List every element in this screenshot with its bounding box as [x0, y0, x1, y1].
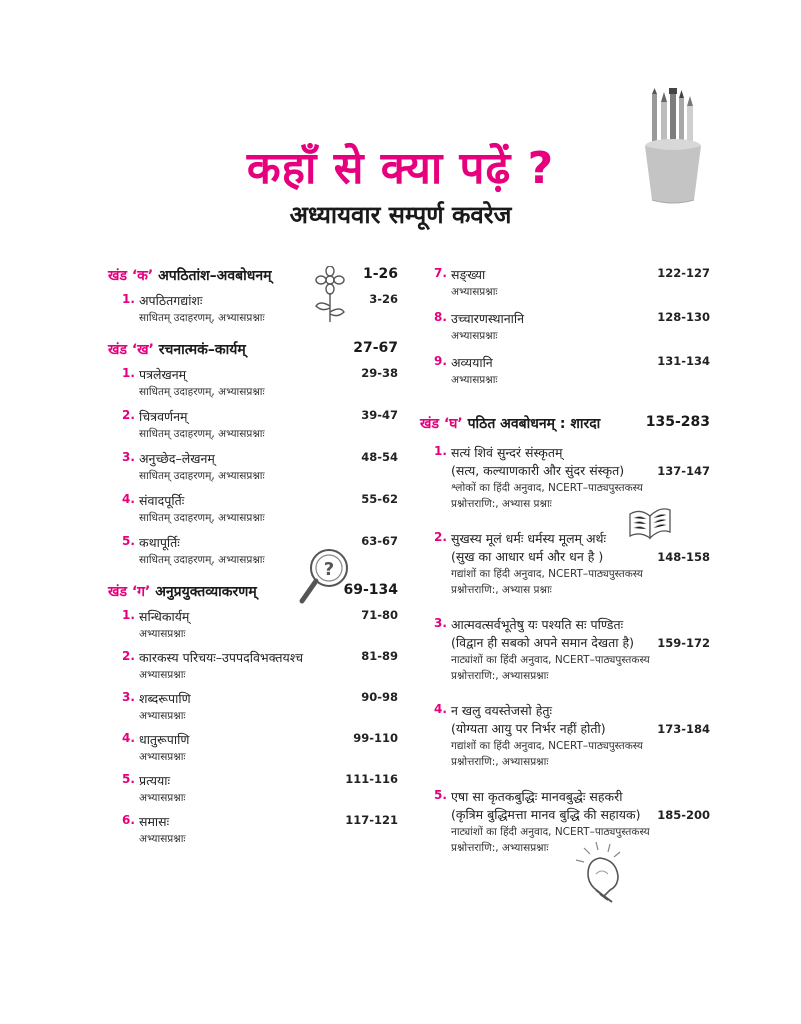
page-title: कहाँ से क्या पढ़ें ? [246, 143, 555, 194]
item-subtitle: नाट्यांशों का हिंदी अनुवाद, NCERT–पाठ्यपुस्तकस्य [451, 826, 650, 838]
item-subtitle: साधितम् उदाहरणम्, अभ्यासप्रश्नाः [139, 554, 265, 566]
item-subtitle: गद्यांशों का हिंदी अनुवाद, NCERT–पाठ्यपुस्तकस्य [451, 740, 643, 752]
item-pages: 185-200 [657, 808, 710, 822]
right-column [420, 262, 710, 874]
item-pages: 111-116 [345, 772, 398, 786]
item-pages: 3-26 [369, 292, 398, 306]
section-kha-name: रचनात्मकं–कार्यम् [158, 342, 246, 358]
item-pages: 39-47 [361, 408, 398, 422]
section-ka-prefix: खंड ‘क’ [108, 268, 154, 284]
item-title-translation: (सुख का आधार धर्म और धन है ) [451, 549, 604, 564]
lightbulb-icon [566, 838, 636, 908]
item-pages: 48-54 [361, 450, 398, 464]
item-subtitle: साधितम् उदाहरणम्, अभ्यासप्रश्नाः [139, 470, 265, 482]
item-pages: 131-134 [657, 354, 710, 368]
list-item: 2. कारकस्य परिचयः–उपपदविभक्तयश्च 81-89 अभ्यासप्रश्नाः [122, 649, 398, 681]
item-subtitle: अभ्यासप्रश्नाः [139, 792, 186, 804]
list-item: 3. अनुच्छेद–लेखनम् 48-54 साधितम् उदाहरणम्, अभ्यासप्रश्नाः [122, 450, 398, 482]
item-title: सत्यं शिवं सुन्दरं संस्कृतम् [451, 445, 563, 460]
list-item: 5. कथापूर्तिः 63-67 साधितम् उदाहरणम्, अभ्यासप्रश्नाः [122, 534, 398, 566]
list-item: 2. सुखस्य मूलं धर्मः धर्मस्य मूलम् अर्थः (सुख का आधार धर्म और धन है ) 148-158 गद्यांशों का हिंदी अनुवाद, NCERT–पाठ्यपुस्तकस्य प्रश्नोत्तराणि:, अभ्यास प्रश्नाः [434, 530, 710, 596]
section-gha-heading [420, 414, 710, 444]
item-title: अनुच्छेद–लेखनम् [139, 451, 215, 466]
item-subtitle: साधितम् उदाहरणम्, अभ्यासप्रश्नाः [139, 386, 265, 398]
list-item: 7. सङ्ख्या 122-127 अभ्यासप्रश्नाः [434, 266, 710, 298]
item-title: एषा सा कृतकबुद्धिः मानवबुद्धेः सहकरी [451, 789, 623, 804]
item-subtitle: प्रश्नोत्तराणि:, अभ्यास प्रश्नाः [451, 498, 552, 510]
item-pages: 173-184 [657, 722, 710, 736]
section-kha-pages: 27-67 [353, 340, 398, 356]
section-ka-pages: 1-26 [362, 266, 398, 282]
item-title: कथापूर्तिः [139, 535, 180, 550]
item-subtitle: अभ्यासप्रश्नाः [139, 710, 186, 722]
item-title: चित्रवर्णनम् [139, 409, 188, 424]
section-kha-prefix: खंड ‘ख’ [108, 342, 154, 358]
item-subtitle: अभ्यासप्रश्नाः [139, 628, 186, 640]
item-subtitle: साधितम् उदाहरणम्, अभ्यासप्रश्नाः [139, 512, 265, 524]
item-subtitle: साधितम् उदाहरणम्, अभ्यासप्रश्नाः [139, 428, 265, 440]
list-item: 3. शब्दरूपाणि 90-98 अभ्यासप्रश्नाः [122, 690, 398, 722]
item-title: सन्धिकार्यम् [139, 609, 190, 624]
section-ga-pages: 69-134 [343, 582, 398, 598]
section-kha-heading [108, 340, 398, 366]
item-title: आत्मवत्सर्वभूतेषु यः पश्यति सः पण्डितः [451, 617, 624, 632]
item-subtitle: प्रश्नोत्तराणि:, अभ्यासप्रश्नाः [451, 756, 549, 768]
section-ga-prefix: खंड ‘ग’ [108, 584, 151, 600]
item-title: पत्रलेखनम् [139, 367, 187, 382]
item-subtitle: अभ्यासप्रश्नाः [139, 751, 186, 763]
item-title: अपठितगद्यांशः [139, 293, 203, 308]
list-item: 6. समासः 117-121 अभ्यासप्रश्नाः [122, 813, 398, 845]
item-pages: 55-62 [361, 492, 398, 506]
item-subtitle: प्रश्नोत्तराणि:, अभ्यासप्रश्नाः [451, 670, 549, 682]
item-pages: 63-67 [361, 534, 398, 548]
list-item: 1. पत्रलेखनम् 29-38 साधितम् उदाहरणम्, अभ्यासप्रश्नाः [122, 366, 398, 398]
svg-text:?: ? [323, 559, 335, 580]
section-ga-heading [108, 582, 398, 608]
item-pages: 128-130 [657, 310, 710, 324]
item-title-translation: (विद्वान ही सबको अपने समान देखता है) [451, 635, 634, 650]
list-item: 8. उच्चारणस्थानानि 128-130 अभ्यासप्रश्नाः [434, 310, 710, 342]
item-title: धातुरूपाणि [139, 732, 190, 747]
list-item: 1. सन्धिकार्यम् 71-80 अभ्यासप्रश्नाः [122, 608, 398, 640]
list-item: 2. चित्रवर्णनम् 39-47 साधितम् उदाहरणम्, अभ्यासप्रश्नाः [122, 408, 398, 440]
item-pages: 90-98 [361, 690, 398, 704]
item-title: कारकस्य परिचयः–उपपदविभक्तयश्च [139, 650, 304, 665]
list-item: 1. सत्यं शिवं सुन्दरं संस्कृतम् (सत्य, कल्याणकारी और सुंदर संस्कृत) 137-147 श्लोकों का हिंदी अनुवाद, NCERT–पाठ्यपुस्तकस्य प्रश्नोत्तराणि:, अभ्यास प्रश्नाः [434, 444, 710, 510]
item-title: संवादपूर्तिः [139, 493, 185, 508]
item-pages: 99-110 [353, 731, 398, 745]
item-pages: 159-172 [657, 636, 710, 650]
section-gha-pages: 135-283 [645, 414, 710, 430]
list-item: 4. धातुरूपाणि 99-110 अभ्यासप्रश्नाः [122, 731, 398, 763]
item-title: शब्दरूपाणि [139, 691, 191, 706]
item-pages: 29-38 [361, 366, 398, 380]
page-header [0, 0, 801, 250]
section-gha-name: पठित अवबोधनम् : शारदा [467, 416, 601, 432]
item-pages: 71-80 [361, 608, 398, 622]
item-title-translation: (सत्य, कल्याणकारी और सुंदर संस्कृत) [451, 463, 625, 478]
section-ga-name: अनुप्रयुक्तव्याकरणम् [155, 584, 257, 600]
item-pages: 81-89 [361, 649, 398, 663]
item-subtitle: श्लोकों का हिंदी अनुवाद, NCERT–पाठ्यपुस्तकस्य [451, 482, 643, 494]
item-subtitle: अभ्यासप्रश्नाः [451, 374, 498, 386]
item-title-translation: (योग्यता आयु पर निर्भर नहीं होती) [451, 721, 606, 736]
list-item: 4. संवादपूर्तिः 55-62 साधितम् उदाहरणम्, अभ्यासप्रश्नाः [122, 492, 398, 524]
item-title: प्रत्ययाः [139, 773, 171, 788]
open-book-icon [626, 504, 674, 542]
item-title: समासः [139, 814, 170, 829]
list-item: 3. आत्मवत्सर्वभूतेषु यः पश्यति सः पण्डितः (विद्वान ही सबको अपने समान देखता है) 159-172 नाट्यांशों का हिंदी अनुवाद, NCERT–पाठ्यपुस्तकस्य प्रश्नोत्तराणि:, अभ्यासप्रश्नाः [434, 616, 710, 682]
item-subtitle: अभ्यासप्रश्नाः [139, 833, 186, 845]
item-title: अव्ययानि [451, 355, 493, 370]
item-pages: 122-127 [657, 266, 710, 280]
item-title-translation: (कृत्रिम बुद्धिमत्ता मानव बुद्धि की सहायक) [451, 807, 641, 822]
page-subtitle: अध्यायवार सम्पूर्ण कवरेज [289, 201, 512, 229]
item-subtitle: अभ्यासप्रश्नाः [451, 286, 498, 298]
pencil-cup-icon [638, 88, 708, 206]
left-column [108, 262, 398, 854]
list-item: 5. प्रत्ययाः 111-116 अभ्यासप्रश्नाः [122, 772, 398, 804]
list-item: 1. अपठितगद्यांशः 3-26 साधितम् उदाहरणम्, अभ्यासप्रश्नाः [122, 292, 398, 324]
item-pages: 117-121 [345, 813, 398, 827]
item-title: सुखस्य मूलं धर्मः धर्मस्य मूलम् अर्थः [451, 531, 607, 546]
section-gha-prefix: खंड ‘घ’ [420, 416, 463, 432]
item-subtitle: प्रश्नोत्तराणि:, अभ्यासप्रश्नाः [451, 842, 549, 854]
item-subtitle: नाट्यांशों का हिंदी अनुवाद, NCERT–पाठ्यपुस्तकस्य [451, 654, 650, 666]
list-item: 9. अव्ययानि 131-134 अभ्यासप्रश्नाः [434, 354, 710, 386]
flower-icon [310, 266, 350, 324]
item-pages: 148-158 [657, 550, 710, 564]
item-title: न खलु वयस्तेजसो हेतुः [451, 703, 552, 718]
section-ka-heading [108, 266, 398, 292]
item-title: सङ्ख्या [451, 267, 486, 282]
section-ka-name: अपठितांश–अवबोधनम् [158, 268, 272, 284]
item-subtitle: गद्यांशों का हिंदी अनुवाद, NCERT–पाठ्यपुस्तकस्य [451, 568, 643, 580]
item-pages: 137-147 [657, 464, 710, 478]
list-item: 5. एषा सा कृतकबुद्धिः मानवबुद्धेः सहकरी (कृत्रिम बुद्धिमत्ता मानव बुद्धि की सहायक) 185-200 नाट्यांशों का हिंदी अनुवाद, NCERT–पाठ्यपुस्तकस्य प्रश्नोत्तराणि:, अभ्यासप्रश्नाः [434, 788, 710, 854]
item-subtitle: अभ्यासप्रश्नाः [139, 669, 186, 681]
magnifier-question-icon [296, 546, 352, 608]
item-subtitle: अभ्यासप्रश्नाः [451, 330, 498, 342]
item-subtitle: प्रश्नोत्तराणि:, अभ्यास प्रश्नाः [451, 584, 552, 596]
item-subtitle: साधितम् उदाहरणम्, अभ्यासप्रश्नाः [139, 312, 265, 324]
list-item: 4. न खलु वयस्तेजसो हेतुः (योग्यता आयु पर निर्भर नहीं होती) 173-184 गद्यांशों का हिंदी अनुवाद, NCERT–पाठ्यपुस्तकस्य प्रश्नोत्तराणि:, अभ्यासप्रश्नाः [434, 702, 710, 768]
item-title: उच्चारणस्थानानि [451, 311, 525, 326]
